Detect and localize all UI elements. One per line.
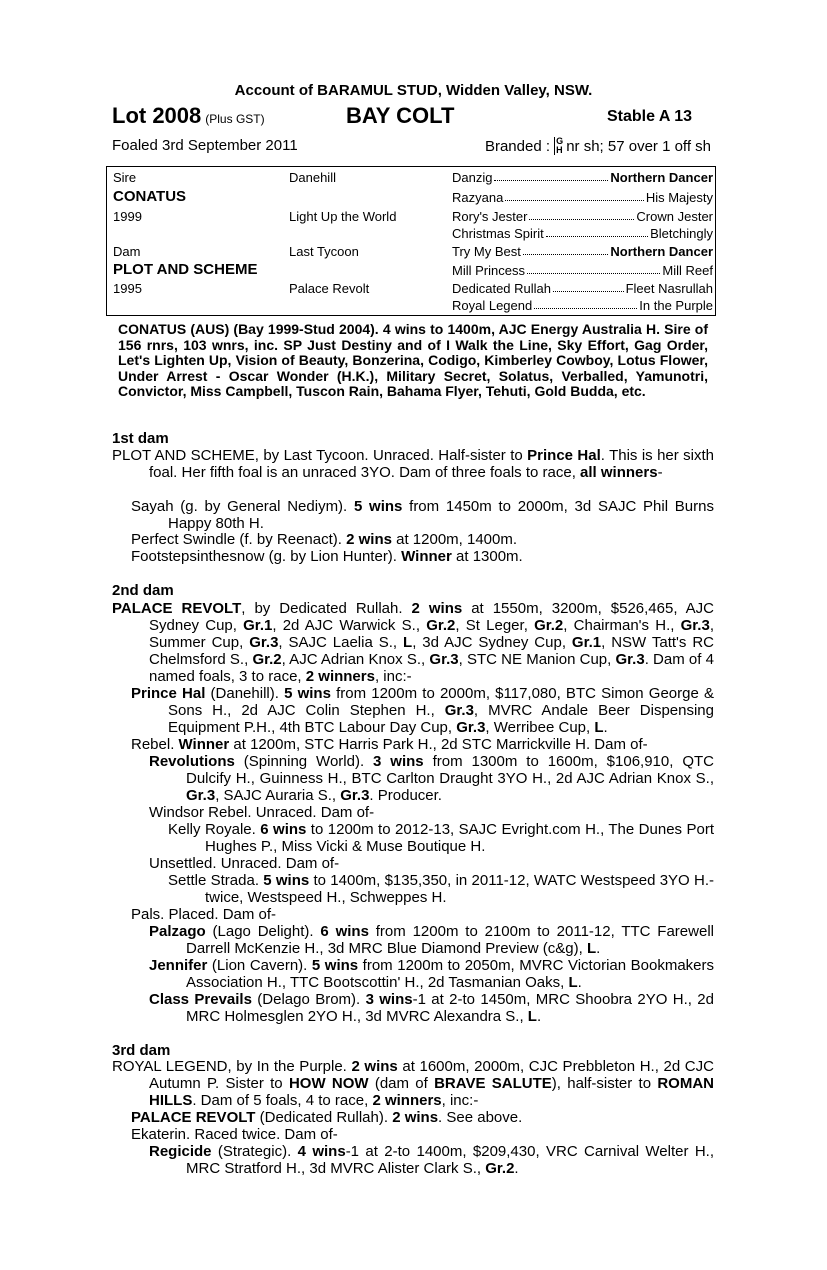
pedigree-ancestor: Dedicated Rullah Fleet Nasrullah [452, 281, 713, 296]
progeny-entry: PALACE REVOLT (Dedicated Rullah). 2 wins. See above. [131, 1109, 523, 1126]
vendor-line: Account of BARAMUL STUD, Widden Valley, NSW. [234, 82, 593, 99]
brand-mark [554, 137, 563, 155]
progeny-entry: Unsettled. Unraced. Dam of- [149, 855, 340, 872]
branded-label: Branded : [484, 138, 550, 155]
progeny-entry: Sayah (g. by General Nediym). 5 wins from 1450m to 2000m, 3d SAJC Phil Burns Happy 80th H. [131, 498, 714, 532]
progeny-entry: Revolutions (Spinning World). 3 wins from 1300m to 1600m, $106,910, QTC Dulcify H., Guinness H., BTC Carlton Draught 3YO H., 2d AJC Adrian Knox S., Gr.3, SAJC Auraria S., Gr.3. Producer. [149, 753, 714, 804]
progeny-entry: Pals. Placed. Dam of- [131, 906, 277, 923]
pedigree-ancestor: Razyana His Majesty [452, 190, 713, 205]
sire-sire: Danehill [289, 170, 336, 185]
pedigree-ancestor: Christmas Spirit Bletchingly [452, 226, 713, 241]
progeny-entry: Kelly Royale. 6 wins to 1200m to 2012-13, SAJC Evright.com H., The Dunes Port Hughes P., Miss Vicki & Muse Boutique H. [168, 821, 714, 855]
dam-entry: PALACE REVOLT, by Dedicated Rullah. 2 wins at 1550m, 3200m, $526,465, AJC Sydney Cup, Gr.1, 2d AJC Warwick S., Gr.2, St Leger, Gr.2, Chairman's H., Gr.3, Summer Cup, Gr.3, SAJC Laelia S., L, 3d AJC Sydney Cup, Gr.1, NSW Tatt's RC Chelmsford S., Gr.2, AJC Adrian Knox S., Gr.3, STC NE Manion Cup, Gr.3. Dam of 4 named foals, 3 to race, 2 winners, inc:- [112, 600, 714, 685]
dam-dam: Palace Revolt [289, 281, 370, 296]
pedigree-ancestor: Danzig Northern Dancer [452, 170, 713, 185]
progeny-entry: Class Prevails (Delago Brom). 3 wins-1 at 2-to 1450m, MRC Shoobra 2YO H., 2d MRC Holmesglen 2YO H., 3d MVRC Alexandra S., L. [149, 991, 714, 1025]
foaled-date: Foaled 3rd September 2011 [112, 137, 298, 154]
progeny-entry: Windsor Rebel. Unraced. Dam of- [149, 804, 375, 821]
pedigree-ancestor: Royal Legend In the Purple [452, 298, 713, 313]
dam-sire: Last Tycoon [289, 244, 359, 259]
dam-name: PLOT AND SCHEME [113, 261, 258, 278]
pedigree-ancestor: Mill Princess Mill Reef [452, 263, 713, 278]
pedigree-ancestor: Rory's Jester Crown Jester [452, 209, 713, 224]
progeny-entry: Rebel. Winner at 1200m, STC Harris Park H., 2d STC Marrickville H. Dam of- [131, 736, 648, 753]
lot-label: Lot 2008 [112, 103, 202, 128]
lot-number [112, 103, 265, 129]
dam-entry: ROYAL LEGEND, by In the Purple. 2 wins at 1600m, 2000m, CJC Prebbleton H., 2d CJC Autumn P. Sister to HOW NOW (dam of BRAVE SALUTE), half-sister to ROMAN HILLS. Dam of 5 foals, 4 to race, 2 winners, inc:- [112, 1058, 715, 1109]
dam-year: 1995 [113, 281, 142, 296]
progeny-entry: Footstepsinthesnow (g. by Lion Hunter). Winner at 1300m. [131, 548, 523, 565]
dam-entry: PLOT AND SCHEME, by Last Tycoon. Unraced. Half-sister to Prince Hal. This is her sixth foal. Her fifth foal is an unraced 3YO. Dam of three foals to race, all winners- [112, 447, 715, 481]
brand-bottom: H [556, 145, 563, 155]
progeny-entry: Jennifer (Lion Cavern). 5 wins from 1200m to 2050m, MVRC Victorian Bookmakers Association H., TTC Bootscottin' H., 2d Tasmanian Oaks, L. [149, 957, 714, 991]
stable-location: Stable A 13 [607, 108, 693, 125]
first-dam-heading: 1st dam [112, 430, 169, 447]
sire-summary: CONATUS (AUS) (Bay 1999-Stud 2004). 4 wins to 1400m, AJC Energy Australia H. Sire of 156 rnrs, 103 wnrs, inc. SP Just Destiny and of I Walk the Line, Sky Effort, Gag Order, Let's Lighten Up, Vision of Beauty, Bonzerina, Codigo, Kimberley Cowboy, Lotus Flower, Under Arrest - Oscar Wonder (H.K.), Military Secret, Solatus, Verballed, Yamunotri, Convictor, Miss Campbell, Tuscon Rain, Bahama Flyer, Tehuti, Gold Budda, etc. [118, 321, 708, 399]
dam-label: Dam [113, 244, 141, 259]
progeny-entry: Palzago (Lago Delight). 6 wins from 1200m to 2100m to 2011-12, TTC Farewell Darrell McKenzie H., 3d MRC Blue Diamond Preview (c&g), L. [149, 923, 714, 957]
branded-info [485, 137, 711, 155]
pedigree-table [106, 166, 716, 316]
brand-text: nr sh; 57 over 1 off sh [566, 138, 711, 155]
sire-year: 1999 [113, 209, 142, 224]
pedigree-ancestor: Try My Best Northern Dancer [452, 244, 713, 259]
brand-top: G [556, 136, 564, 146]
sire-dam: Light Up the World [289, 209, 397, 224]
progeny-entry: Settle Strada. 5 wins to 1400m, $135,350, in 2011-12, WATC Westspeed 3YO H.-twice, Westspeed H., Schweppes H. [168, 872, 714, 906]
third-dam-heading: 3rd dam [112, 1042, 171, 1059]
sire-name: CONATUS [113, 188, 187, 205]
second-dam-heading: 2nd dam [112, 582, 174, 599]
horse-description: BAY COLT [346, 103, 455, 128]
progeny-entry: Regicide (Strategic). 4 wins-1 at 2-to 1400m, $209,430, VRC Carnival Welter H., MRC Stratford H., 3d MVRC Alister Clark S., Gr.2. [149, 1143, 714, 1177]
progeny-entry: Ekaterin. Raced twice. Dam of- [131, 1126, 338, 1143]
progeny-entry: Prince Hal (Danehill). 5 wins from 1200m to 2000m, $117,080, BTC Simon George & Sons H., 2d AJC Colin Stephen H., Gr.3, MVRC Andale Beer Dispensing Equipment P.H., 4th BTC Labour Day Cup, Gr.3, Werribee Cup, L. [131, 685, 714, 736]
progeny-entry: Perfect Swindle (f. by Reenact). 2 wins at 1200m, 1400m. [131, 531, 518, 548]
sire-label: Sire [113, 170, 137, 185]
plus-gst: (Plus GST) [205, 112, 265, 126]
